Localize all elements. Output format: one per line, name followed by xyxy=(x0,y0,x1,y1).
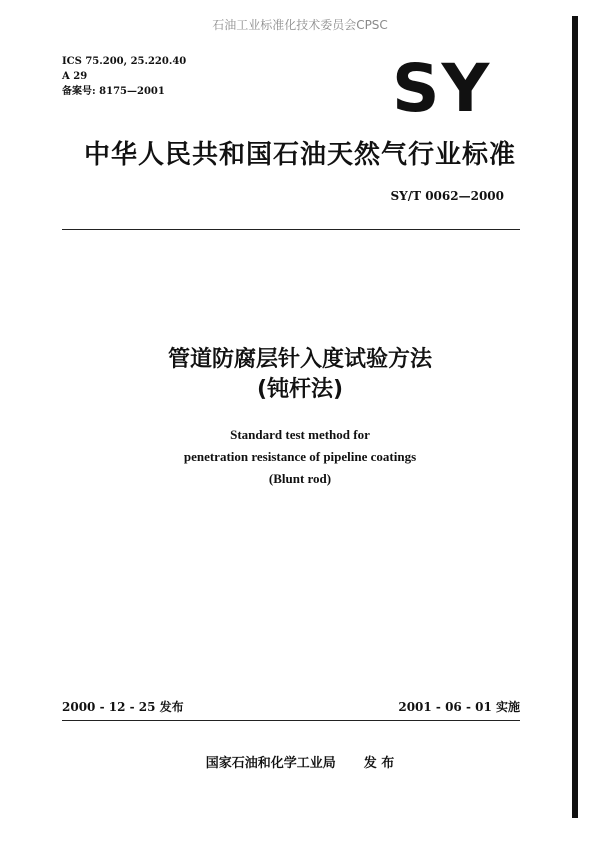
class-code: A 29 xyxy=(62,71,88,82)
title-english-line1: Standard test method for xyxy=(230,427,370,442)
watermark: 石油工业标准化技术委员会CPSC xyxy=(212,18,388,32)
ics-code: ICS 75.200, 25.220.40 xyxy=(62,56,187,67)
organization-title: 中华人民共和国石油天然气行业标准 xyxy=(83,140,516,170)
issuer-action: 发 布 xyxy=(363,756,395,771)
bottom-divider xyxy=(62,720,520,721)
effective-date: 2001 - 06 - 01 实施 xyxy=(398,700,520,714)
title-chinese-line2: (钝杆法) xyxy=(256,377,344,402)
issuer-line xyxy=(0,752,600,771)
top-divider xyxy=(62,229,520,230)
title-english-line3: (Blunt rod) xyxy=(268,471,332,486)
record-number: 备案号: 8175—2001 xyxy=(62,86,165,97)
issue-date: 2000 - 12 - 25 发布 xyxy=(62,700,184,714)
title-english-line2: penetration resistance of pipeline coatings xyxy=(183,449,417,464)
issuer-name: 国家石油和化学工业局 xyxy=(205,756,336,771)
sy-logo: SY xyxy=(392,50,492,127)
standard-number: SY/T 0062—2000 xyxy=(390,189,504,203)
scan-edge-bar xyxy=(572,16,578,818)
title-chinese-line1: 管道防腐层针入度试验方法 xyxy=(167,347,432,372)
